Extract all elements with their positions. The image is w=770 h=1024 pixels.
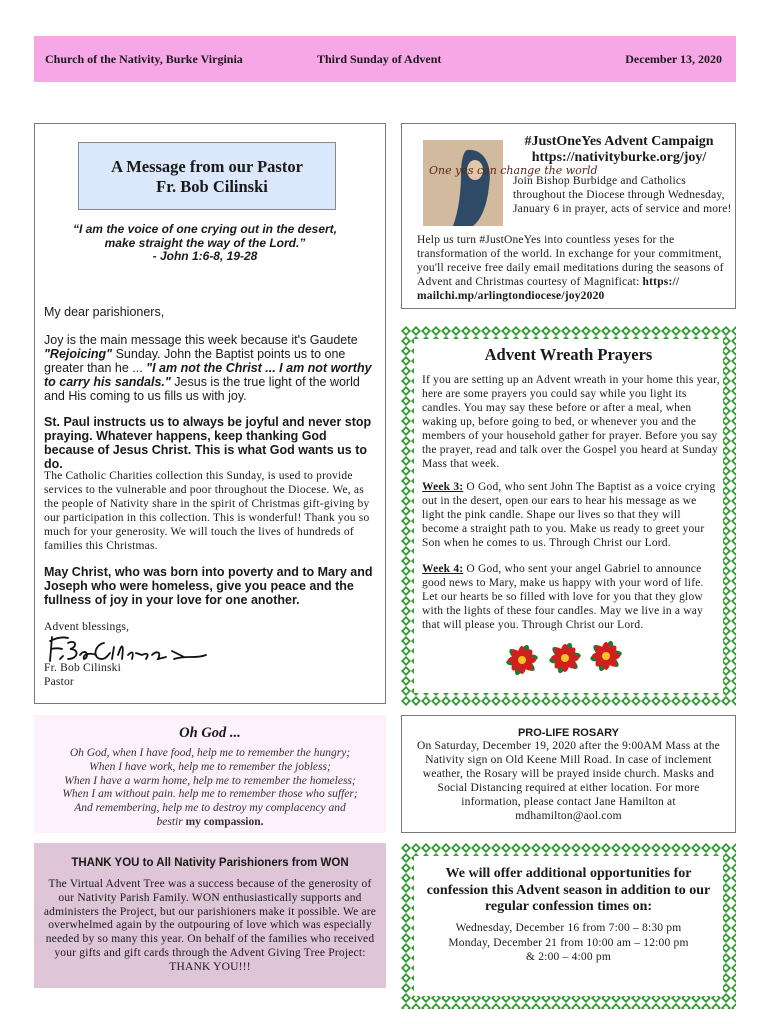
week-4-prayer: Week 4: O God, who sent your angel Gabriel to announce good news to Mary, make us happy with your word of life. Let our hearts be so filled with love for you that they glow with the lights of these four candles. May we live in a way that will please you. Through Christ our Lord. — [422, 563, 704, 631]
week-3-prayer: Week 3: O God, who sent John The Baptist as a voice crying out in the desert, open our ears to hear his message as we light the pink candle. Shape our lives so that they will become a straight path to you. Make us ready to greet your Son when he comes to us. Through Christ our Lord. — [422, 481, 716, 549]
greeting: My dear parishioners, — [44, 305, 165, 319]
quote-citation: - John 1:6-8, 19-28 — [152, 249, 258, 263]
confession-time: Wednesday, December 16 from 7:00 – 8:30 pm — [455, 922, 682, 934]
prayer-line: When I am without pain. help me to remember those who suffer; — [62, 788, 358, 801]
signer-role: Pastor — [44, 676, 74, 688]
campaign-signup-link[interactable]: https:// mailchi.mp/arlingtondiocese/joy2020 — [417, 276, 680, 302]
campaign-intro: Join Bishop Burbidge and Catholics throughout the Diocese through Wednesday, January 6 in prayer, acts of service and more! — [513, 175, 732, 215]
scripture-quote — [40, 223, 370, 264]
prayer-line: And remembering, help me to destroy my complacency and — [74, 802, 346, 815]
header-sunday: Third Sunday of Advent — [317, 52, 442, 66]
quote-line: make straight the way of the Lord.” — [104, 235, 306, 250]
header-bar — [34, 36, 736, 82]
header-date: December 13, 2020 — [625, 52, 722, 66]
thanks-title: THANK YOU to All Nativity Parishioners from WON — [71, 857, 349, 869]
pastor-paragraph-4: May Christ, who was born into poverty and to Mary and Joseph who were homeless, give you peace and the fullness of joy in your love for one another. — [44, 565, 373, 607]
pastor-title: A Message from our Pastor — [111, 157, 303, 176]
campaign-heading: #JustOneYes Advent Campaign — [524, 134, 714, 149]
quote-line: “I am the voice of one crying out in the desert, — [72, 222, 338, 236]
confession-time: Monday, December 21 from 10:00 am – 12:00 pm — [448, 936, 689, 949]
pastor-paragraph-1: Joy is the main message this week because it's Gaudete "Rejoicing" Sunday. John the Baptist points us to one greater than he ... "I am not the Christ ... I am not worthy to carry his sandals." Jesus is the true light of the world and His coming to us fills us with joy. — [44, 333, 372, 403]
campaign-body: Help us turn #JustOneYes into countless yeses for the transformation of the world. In exchange for your commitment, you'll receive free daily email meditations during the seasons of Advent and Christmas courtesy of Magnificat: https:// mailchi.mp/arlingtondiocese/joy2020 — [417, 234, 724, 302]
confession-time: & 2:00 – 4:00 pm — [526, 951, 611, 963]
prolife-title: PRO-LIFE ROSARY — [517, 727, 620, 739]
prayer-line: Oh God, when I have food, help me to remember the hungry; — [69, 747, 351, 759]
pastor-name: Fr. Bob Cilinski — [156, 177, 268, 196]
header-church: Church of the Nativity, Burke Virginia — [45, 52, 243, 66]
prolife-text: On Saturday, December 19, 2020 after the 9:00AM Mass at the Nativity sign on Old Keene Mill Road. In case of inclement weather, the Rosary will be prayed inside church. Masks and Social Distancing required at either location. For more information, please contact Jane Hamilton at mdhamilton@aol.com — [417, 740, 720, 822]
wreath-title: Advent Wreath Prayers — [484, 345, 653, 364]
signature-block — [44, 661, 244, 689]
campaign-image-caption: One yes can change the world — [429, 164, 598, 177]
pastor-message-box — [34, 123, 386, 704]
pastor-paragraph-3: The Catholic Charities collection this Sunday, is used to provide services to the vulnerable and poor throughout the Diocese. We, as the people of Nativity share in the spirit of Christmas gift-giving by our participation in this collection. This is wonderful! Thank you so much for your generosity. We will touch the lives of hundreds of families this Christmas. — [44, 470, 370, 552]
thanks-text: The Virtual Advent Tree was a success because of the generosity of our Nativity Parish Family. WON enthusiastically supports and administers the Project, but our parishioners make it possible. We are overwhelmed again by the outpouring of love which was especially needed by so many this year. On behalf of the families who received your gifts and gift cards through the Advent Giving Tree Project: THANK YOU!!! — [43, 878, 377, 973]
prayer-title: Oh God ... — [179, 725, 241, 741]
prayer-text — [40, 747, 380, 830]
signer-name: Fr. Bob Cilinski — [44, 662, 122, 674]
wreath-intro: If you are setting up an Advent wreath in your home this year, here are some prayers you could say while you light its candles. You may say these before or after a meal, when waking up, before going to bed, or whenever you and the members of your household gather for prayer. Before you say the prayer, read and talk over the Gospel you heard at Sunday Mass that week. — [422, 374, 720, 470]
prayer-line: bestir my compassion. — [156, 815, 264, 828]
campaign-title — [503, 134, 735, 166]
prayer-line: When I have a warm home, help me to remember the homeless; — [64, 774, 356, 787]
prayer-line: When I have work, help me to remember the jobless; — [89, 760, 331, 773]
closing: Advent blessings, — [44, 621, 130, 633]
confession-title: We will offer additional opportunities for confession this Advent season in addition to our regular confession times on: — [426, 866, 711, 914]
just-one-yes-image — [423, 140, 598, 226]
confession-times — [414, 921, 723, 965]
campaign-url[interactable]: https://nativityburke.org/joy/ — [531, 150, 707, 165]
poinsettia-icon — [500, 636, 630, 682]
pastor-paragraph-2: St. Paul instructs us to always be joyful and never stop praying. Whatever happens, keep thanking God because of Jesus Christ. This is what God wants us to do. — [44, 415, 372, 471]
pastor-title-box — [78, 142, 336, 210]
